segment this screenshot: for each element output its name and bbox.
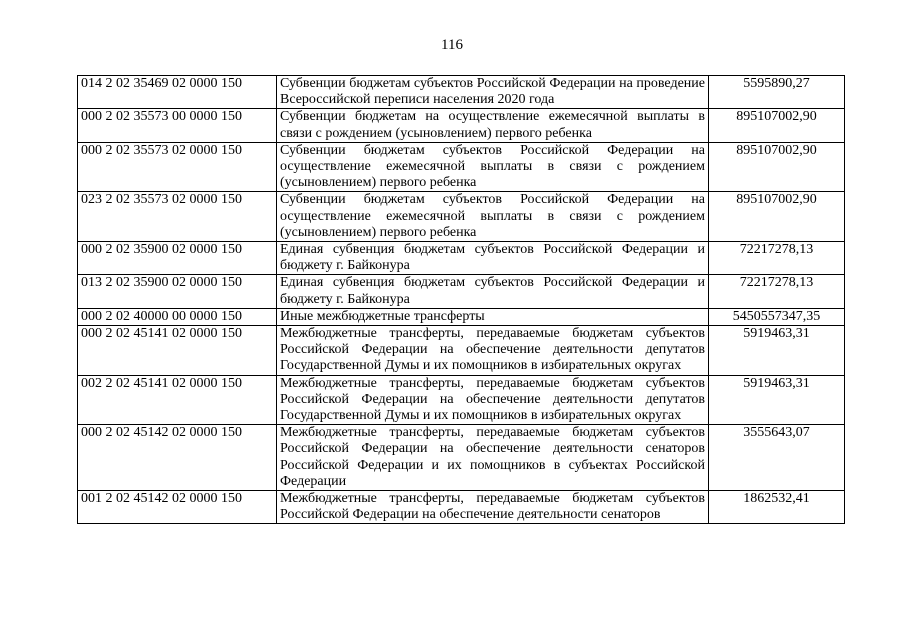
budget-code-cell: 002 2 02 45141 02 0000 150: [78, 375, 277, 425]
amount-cell: 5919463,31: [709, 326, 845, 376]
amount-cell: 72217278,13: [709, 242, 845, 275]
budget-code-cell: 013 2 02 35900 02 0000 150: [78, 275, 277, 308]
budget-code-cell: 000 2 02 35573 02 0000 150: [78, 142, 277, 192]
budget-code-cell: 000 2 02 35573 00 0000 150: [78, 109, 277, 142]
revenue-name-cell: Субвенции бюджетам субъектов Российской Федерации на проведение Всероссийской переписи населения 2020 года: [277, 76, 709, 109]
table-row: [78, 425, 845, 491]
budget-code-cell: 014 2 02 35469 02 0000 150: [78, 76, 277, 109]
revenue-name-cell: Межбюджетные трансферты, передаваемые бюджетам субъектов Российской Федерации на обеспечение деятельности сенаторов: [277, 491, 709, 524]
table-row: [78, 242, 845, 275]
amount-cell: 895107002,90: [709, 109, 845, 142]
amount-cell: 895107002,90: [709, 142, 845, 192]
amount-cell: 895107002,90: [709, 192, 845, 242]
table-row: [78, 491, 845, 524]
revenue-name-cell: Иные межбюджетные трансферты: [277, 308, 709, 325]
budget-code-cell: 000 2 02 45142 02 0000 150: [78, 425, 277, 491]
table-row: [78, 275, 845, 308]
amount-cell: 1862532,41: [709, 491, 845, 524]
table-row: [78, 192, 845, 242]
amount-cell: 3555643,07: [709, 425, 845, 491]
revenue-name-cell: Единая субвенция бюджетам субъектов Российской Федерации и бюджету г. Байконура: [277, 242, 709, 275]
revenue-name-cell: Субвенции бюджетам на осуществление ежемесячной выплаты в связи с рождением (усыновлением) первого ребенка: [277, 109, 709, 142]
table-row: [78, 375, 845, 425]
amount-cell: 5450557347,35: [709, 308, 845, 325]
table-row: [78, 326, 845, 376]
budget-code-cell: 000 2 02 45141 02 0000 150: [78, 326, 277, 376]
table-row: [78, 76, 845, 109]
budget-code-cell: 023 2 02 35573 02 0000 150: [78, 192, 277, 242]
revenue-name-cell: Межбюджетные трансферты, передаваемые бюджетам субъектов Российской Федерации на обеспечение деятельности сенаторов Российской Федерации и их помощников в субъектах Российской Федерации: [277, 425, 709, 491]
budget-code-cell: 000 2 02 40000 00 0000 150: [78, 308, 277, 325]
revenue-name-cell: Единая субвенция бюджетам субъектов Российской Федерации и бюджету г. Байконура: [277, 275, 709, 308]
amount-cell: 5919463,31: [709, 375, 845, 425]
budget-code-cell: 000 2 02 35900 02 0000 150: [78, 242, 277, 275]
table-row: [78, 142, 845, 192]
revenue-name-cell: Межбюджетные трансферты, передаваемые бюджетам субъектов Российской Федерации на обеспечение деятельности депутатов Государственной Думы и их помощников в избирательных округах: [277, 375, 709, 425]
revenue-name-cell: Субвенции бюджетам субъектов Российской Федерации на осуществление ежемесячной выплаты в связи с рождением (усыновлением) первого ребенка: [277, 192, 709, 242]
table-row: [78, 308, 845, 325]
table-row: [78, 109, 845, 142]
budget-code-cell: 001 2 02 45142 02 0000 150: [78, 491, 277, 524]
amount-cell: 5595890,27: [709, 76, 845, 109]
revenue-name-cell: Субвенции бюджетам субъектов Российской Федерации на осуществление ежемесячной выплаты в связи с рождением (усыновлением) первого ребенка: [277, 142, 709, 192]
page-number: 116: [441, 37, 463, 53]
amount-cell: 72217278,13: [709, 275, 845, 308]
revenue-name-cell: Межбюджетные трансферты, передаваемые бюджетам субъектов Российской Федерации на обеспечение деятельности депутатов Государственной Думы и их помощников в избирательных округах: [277, 326, 709, 376]
budget-revenue-table: [77, 75, 845, 524]
